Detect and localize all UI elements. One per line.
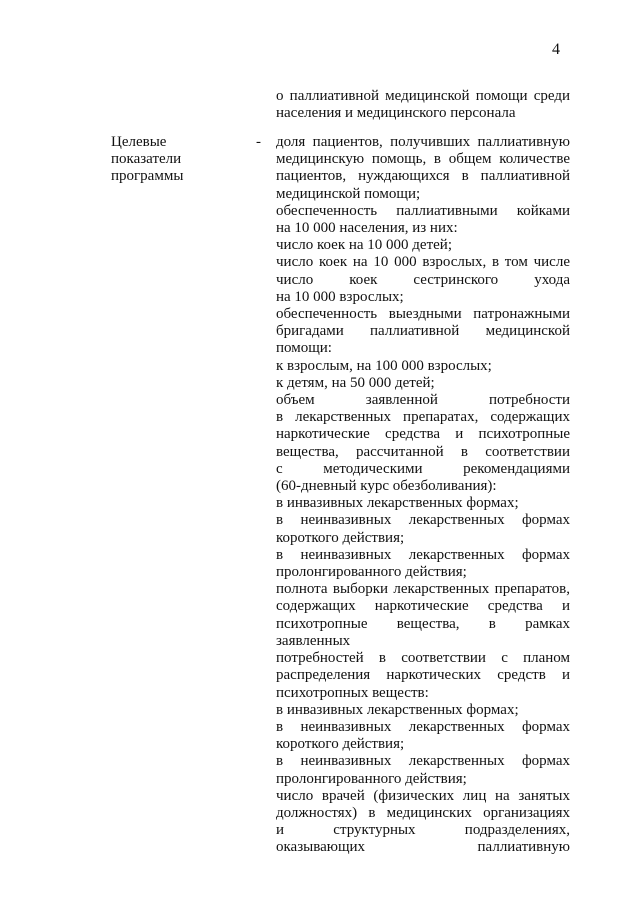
content-line: число коек сестринского ухода <box>276 271 570 288</box>
content-line: число коек на 10 000 детей; <box>276 237 453 254</box>
content-line: (60-дневный курс обезболивания): <box>276 478 497 495</box>
content-line: в неинвазивных лекарственных формах <box>276 718 570 735</box>
content-line: психотропные вещества, в рамках заявленных <box>276 615 570 649</box>
content-line: в неинвазивных лекарственных формах <box>276 753 570 770</box>
content-line: пациентов, нуждающихся в паллиативной <box>276 168 570 185</box>
page-number: 4 <box>552 41 560 58</box>
content-line: в неинвазивных лекарственных формах <box>276 512 570 529</box>
content-line: с методическими рекомендациями <box>276 460 570 477</box>
content-line: медицинской помощи; <box>276 185 421 202</box>
section-label-line: программы <box>111 168 184 185</box>
content-line: оказывающих паллиативную <box>276 839 570 856</box>
section-label <box>111 134 221 186</box>
content-line: короткого действия; <box>276 736 405 753</box>
content-line: должностях) в медицинских организациях <box>276 804 570 821</box>
content-line: помощи: <box>276 340 332 357</box>
content-line: пролонгированного действия; <box>276 564 467 581</box>
content-line: в инвазивных лекарственных формах; <box>276 495 519 512</box>
content-line: число врачей (физических лиц на занятых <box>276 787 570 804</box>
content-line: к взрослым, на 100 000 взрослых; <box>276 357 492 374</box>
content-line: пролонгированного действия; <box>276 770 467 787</box>
content-line: медицинскую помощь, в общем количестве <box>276 151 570 168</box>
content-line: объем заявленной потребности <box>276 392 570 409</box>
content-line: обеспеченность паллиативными койками <box>276 202 570 219</box>
content-line: и структурных подразделениях, <box>276 822 570 839</box>
content-line: короткого действия; <box>276 529 405 546</box>
content-line: в инвазивных лекарственных формах; <box>276 701 519 718</box>
content-line: психотропных веществ: <box>276 684 429 701</box>
content-line: полнота выборки лекарственных препаратов, <box>276 581 570 598</box>
content-line: потребностей в соответствии с планом <box>276 650 570 667</box>
content-line: в неинвазивных лекарственных формах <box>276 546 570 563</box>
content-line: вещества, рассчитанной в соответствии <box>276 443 570 460</box>
content-line: доля пациентов, получивших паллиативную <box>276 134 570 150</box>
dash-separator: - <box>256 134 261 150</box>
content-line: бригадами паллиативной медицинской <box>276 323 570 340</box>
content-line: содержащих наркотические средства и <box>276 598 570 615</box>
content-line: обеспеченность выездными патронажными <box>276 306 570 323</box>
content-line: наркотические средства и психотропные <box>276 426 570 443</box>
content-line: на 10 000 взрослых; <box>276 288 404 305</box>
intro-line: населения и медицинского персонала <box>276 105 516 122</box>
section-label-line: показатели <box>111 151 182 168</box>
indicators-content <box>276 134 570 857</box>
content-line: распределения наркотических средств и <box>276 667 570 684</box>
section-label-line: Целевые <box>111 134 167 150</box>
content-line: в лекарственных препаратах, содержащих <box>276 409 570 426</box>
intro-line: о паллиативной медицинской помощи среди <box>276 88 570 104</box>
content-line: на 10 000 населения, из них: <box>276 220 458 237</box>
content-line: к детям, на 50 000 детей; <box>276 374 435 391</box>
intro-text <box>276 88 570 122</box>
content-line: число коек на 10 000 взрослых, в том числе <box>276 254 570 271</box>
